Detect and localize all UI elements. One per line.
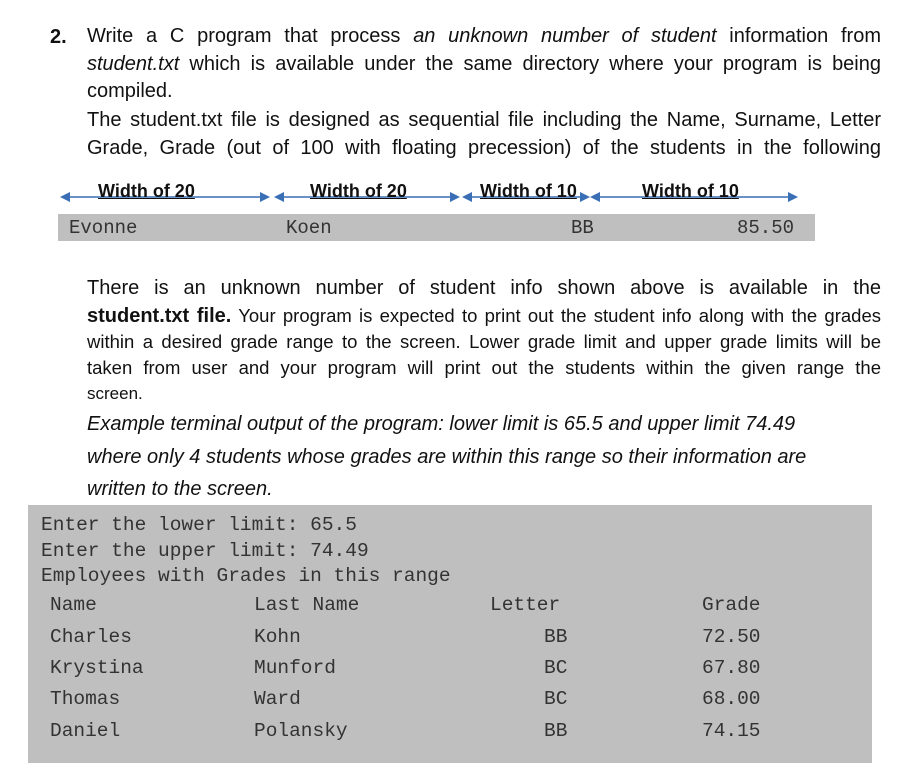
text: written to the screen. — [87, 478, 273, 500]
column-header-name: Name — [50, 594, 97, 616]
record-letter: BB — [571, 217, 594, 239]
row-name: Charles — [50, 626, 132, 648]
prompt-lower-limit: Enter the lower limit: 65.5 — [41, 514, 357, 536]
row-last-name: Kohn — [254, 626, 301, 648]
width-label-name: Width of 20 — [98, 181, 195, 201]
question-paragraph-1 — [87, 23, 881, 106]
row-grade: 67.80 — [702, 657, 761, 679]
text: within a desired grade range to the screen. Lower grade limit and upper grade limits will be — [87, 330, 881, 352]
italic-text: an unknown number of student — [413, 25, 717, 47]
text: information from — [716, 25, 881, 47]
row-last-name: Munford — [254, 657, 336, 679]
row-grade: 68.00 — [702, 688, 761, 710]
text: compiled. — [87, 80, 173, 102]
field-width-diagram — [58, 178, 818, 208]
row-letter: BC — [544, 657, 568, 679]
text: Example terminal output of the program: lower limit is 65.5 and upper limit 74.49 — [87, 413, 796, 435]
row-name: Daniel — [50, 720, 121, 742]
text: which is available under the same directory where your program is being — [179, 52, 881, 75]
text: The student.txt file is designed as sequential file including the Name, Surname, Letter — [87, 109, 881, 131]
row-letter: BC — [544, 688, 568, 710]
column-header-letter: Letter — [490, 594, 561, 616]
text: where only 4 students whose grades are within this range so their information are — [87, 445, 807, 468]
width-label-letter: Width of 10 — [480, 181, 577, 201]
record-surname: Koen — [286, 217, 332, 239]
row-letter: BB — [544, 720, 568, 742]
range-header: Employees with Grades in this range — [41, 565, 451, 587]
row-last-name: Ward — [254, 688, 301, 710]
column-header-grade: Grade — [702, 594, 761, 616]
text: taken from user and your program will print out the students within the given range the — [87, 356, 881, 378]
example-description — [87, 408, 881, 506]
text: Write a C program that process — [87, 25, 414, 47]
row-name: Krystina — [50, 657, 144, 679]
terminal-output — [28, 505, 872, 763]
width-label-surname: Width of 20 — [310, 181, 407, 201]
text: Grade, Grade (out of 100 with floating precession) of the students in the following — [87, 136, 881, 159]
row-last-name: Polansky — [254, 720, 348, 742]
text: There is an unknown number of student info shown above is available in the — [87, 277, 881, 299]
width-label-grade: Width of 10 — [642, 181, 739, 201]
record-grade: 85.50 — [737, 217, 795, 239]
question-paragraph-2 — [87, 107, 881, 162]
filename-italic: student.txt — [87, 52, 180, 75]
row-name: Thomas — [50, 688, 121, 710]
text: screen. — [87, 383, 143, 403]
row-grade: 74.15 — [702, 720, 761, 742]
bold-filename: student.txt file. — [87, 304, 232, 327]
row-letter: BB — [544, 626, 568, 648]
column-header-last-name: Last Name — [254, 594, 360, 616]
text: Your program is expected to print out the student info along with the grades — [231, 304, 881, 326]
record-name: Evonne — [69, 217, 138, 239]
question-number: 2. — [50, 26, 67, 48]
sample-record — [58, 214, 815, 241]
question-paragraph-3 — [87, 275, 881, 407]
prompt-upper-limit: Enter the upper limit: 74.49 — [41, 540, 369, 562]
row-grade: 72.50 — [702, 626, 761, 648]
